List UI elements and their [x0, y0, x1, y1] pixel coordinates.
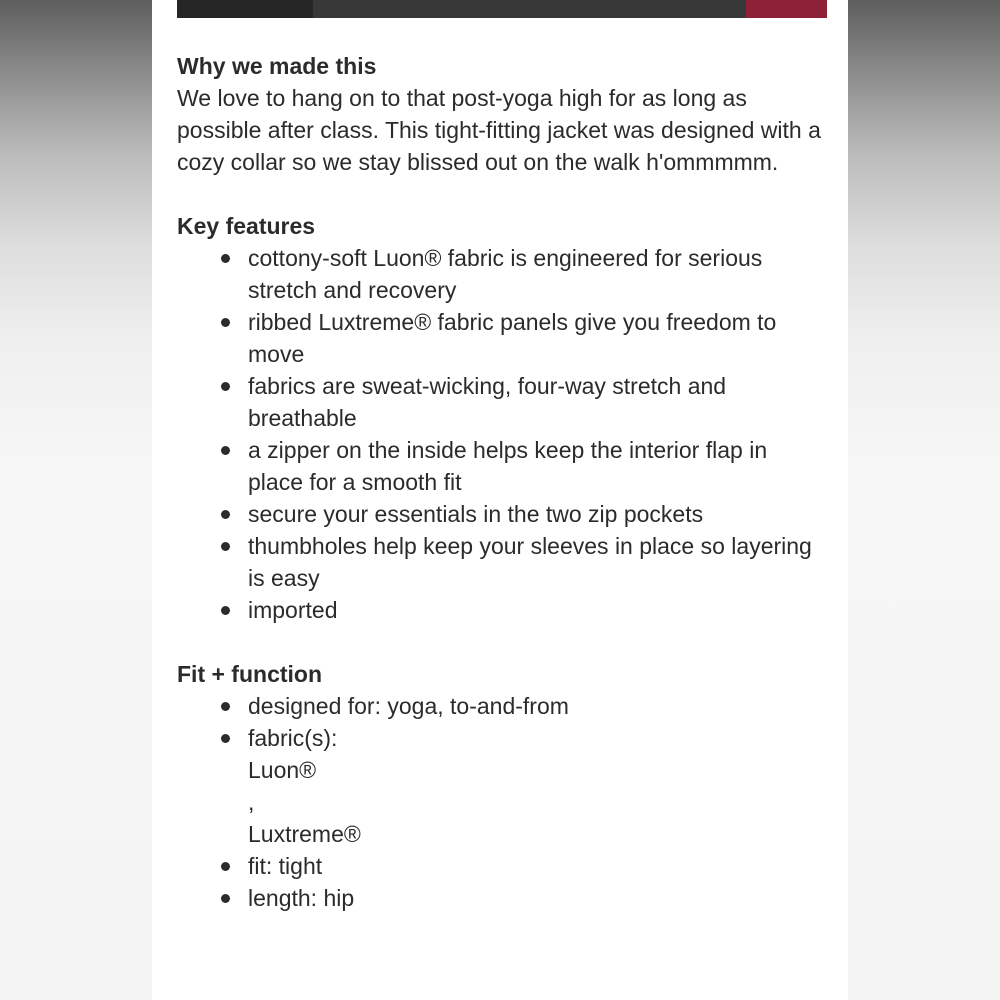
- bullet-icon: [221, 254, 230, 263]
- length-text: length: hip: [248, 885, 355, 911]
- list-item: [248, 722, 827, 850]
- key-features-list: [177, 242, 827, 626]
- fabric-luon: Luon®: [248, 757, 317, 783]
- bullet-icon: [221, 318, 230, 327]
- top-strip-mid-segment: [313, 0, 746, 18]
- designed-for-text: designed for: yoga, to-and-from: [248, 693, 569, 719]
- bullet-icon: [221, 734, 230, 743]
- feature-text: thumbholes help keep your sleeves in place so layering is easy: [248, 533, 812, 591]
- description-content: [177, 50, 827, 946]
- fit-function-heading: Fit + function: [177, 661, 323, 687]
- bullet-icon: [221, 894, 230, 903]
- feature-text: imported: [248, 597, 338, 623]
- bullet-icon: [221, 542, 230, 551]
- top-strip-dark-segment: [177, 0, 313, 18]
- list-item: [248, 594, 827, 626]
- list-item: [248, 306, 827, 370]
- bullet-icon: [221, 606, 230, 615]
- feature-text: secure your essentials in the two zip pockets: [248, 501, 704, 527]
- feature-text: a zipper on the inside helps keep the interior flap in place for a smooth fit: [248, 437, 768, 495]
- list-item: [248, 370, 827, 434]
- fit-function-section: [177, 658, 827, 914]
- bullet-icon: [221, 862, 230, 871]
- feature-text: ribbed Luxtreme® fabric panels give you freedom to move: [248, 309, 777, 367]
- why-section: [177, 50, 827, 178]
- list-item: [248, 434, 827, 498]
- why-heading: Why we made this: [177, 53, 377, 79]
- key-features-section: [177, 210, 827, 626]
- list-item: [248, 498, 827, 530]
- bullet-icon: [221, 510, 230, 519]
- top-image-strip: [177, 0, 827, 18]
- fabric-luxtreme: Luxtreme®: [248, 821, 361, 847]
- why-body: We love to hang on to that post-yoga high for as long as possible after class. This tight-fitting jacket was designed with a cozy collar so we stay blissed out on the walk h'ommmmm.: [177, 85, 821, 175]
- list-item: [248, 850, 827, 882]
- list-item: [248, 530, 827, 594]
- fabric-separator: ,: [248, 789, 255, 815]
- feature-text: fabrics are sweat-wicking, four-way stretch and breathable: [248, 373, 727, 431]
- list-item: [248, 690, 827, 722]
- bullet-icon: [221, 702, 230, 711]
- fit-text: fit: tight: [248, 853, 323, 879]
- product-details-panel: [152, 0, 848, 1000]
- bullet-icon: [221, 446, 230, 455]
- feature-text: cottony-soft Luon® fabric is engineered for serious stretch and recovery: [248, 245, 763, 303]
- fabrics-label: fabric(s):: [248, 725, 338, 751]
- bullet-icon: [221, 382, 230, 391]
- top-strip-accent-segment: [746, 0, 827, 18]
- fit-function-list: [177, 690, 827, 914]
- list-item: [248, 882, 827, 914]
- list-item: [248, 242, 827, 306]
- key-features-heading: Key features: [177, 213, 316, 239]
